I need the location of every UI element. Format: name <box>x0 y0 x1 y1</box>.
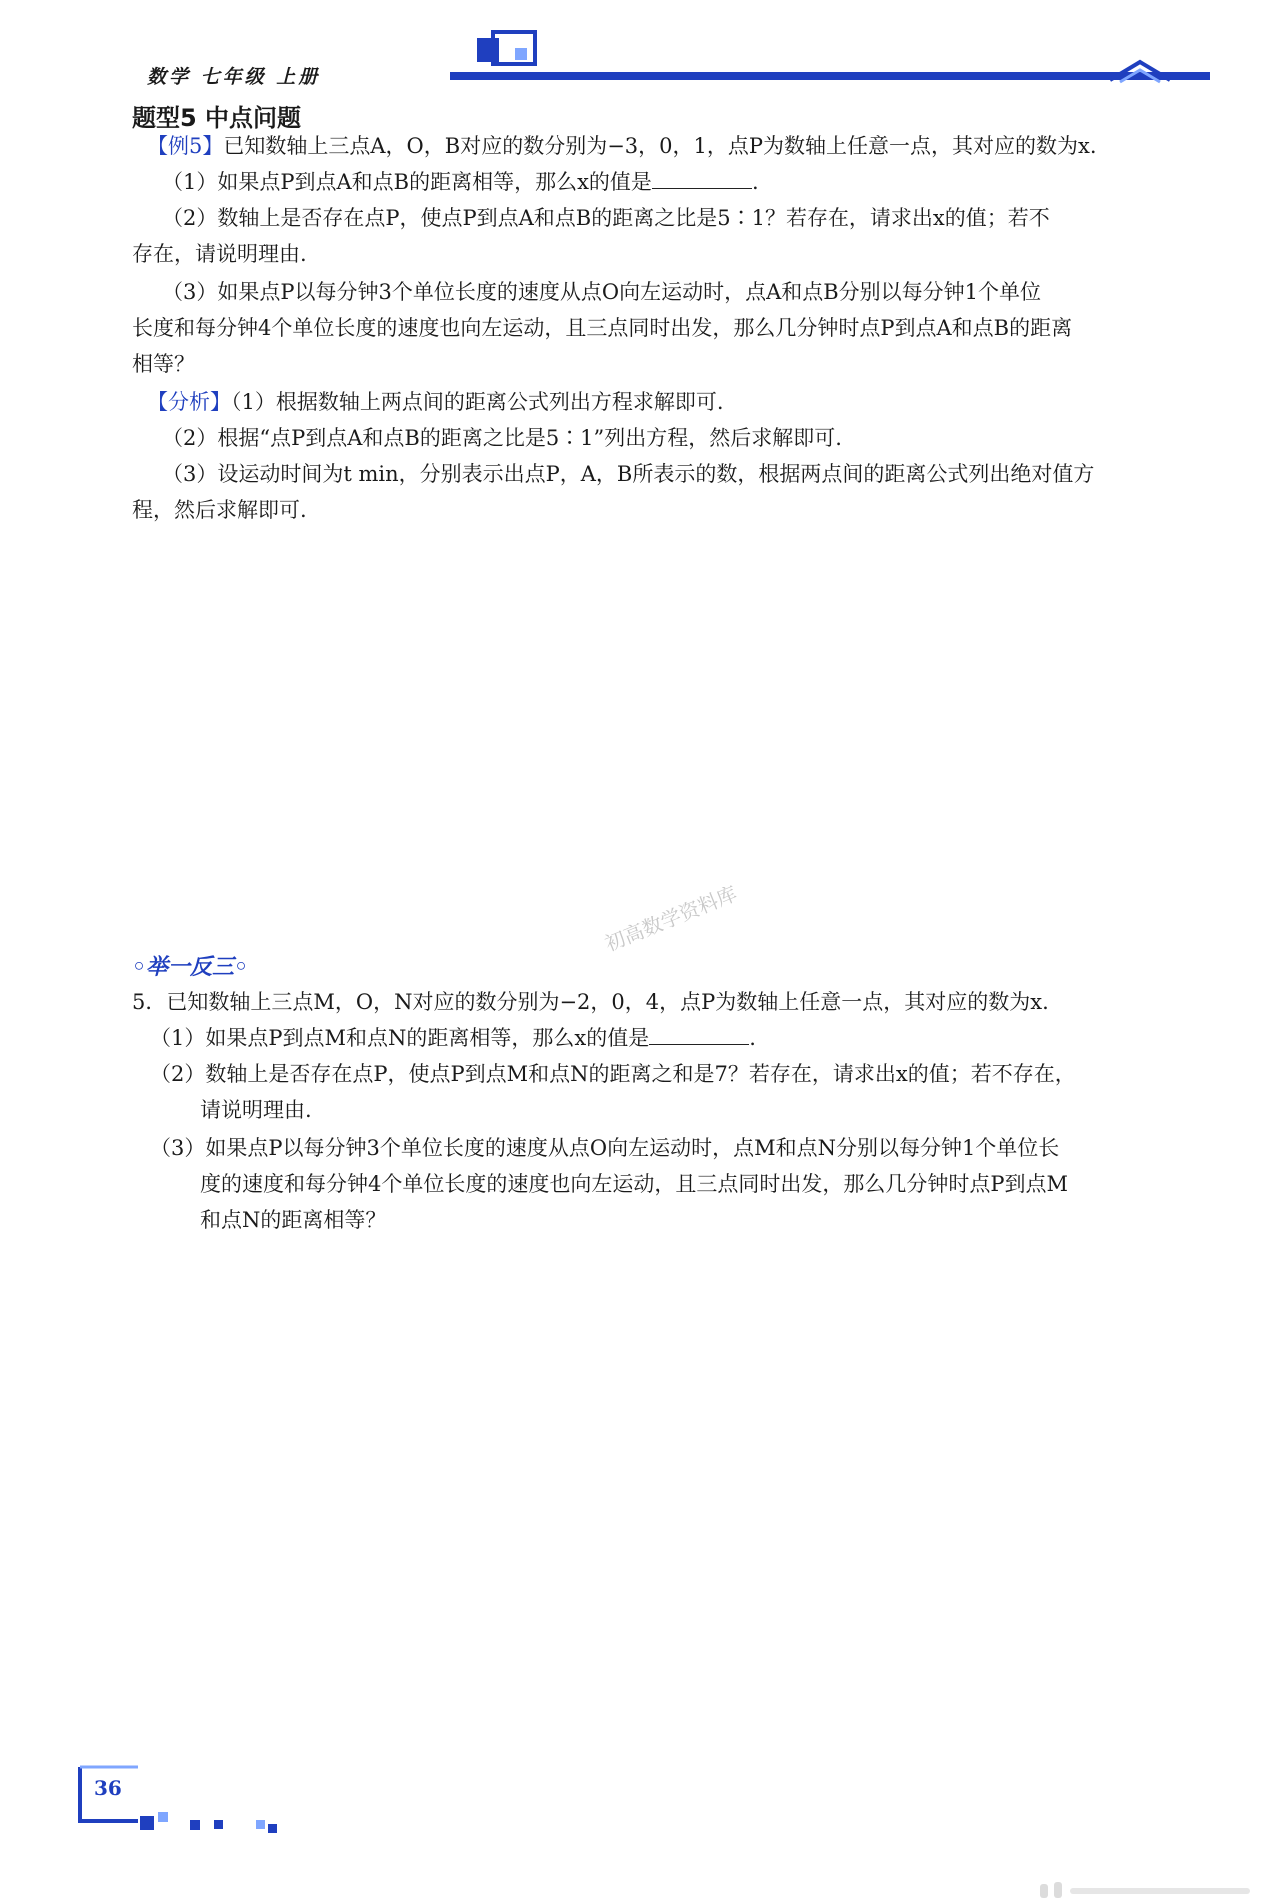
page-number: 36 <box>94 1776 122 1800</box>
analysis-tag: 【分析】 <box>147 390 231 414</box>
analysis-a3-line2: 程，然后求解即可. <box>132 498 307 522</box>
practice-q3-line2: 度的速度和每分钟4个单位长度的速度也向左运动，且三点同时出发，那么几分钟时点P到点M <box>200 1172 1068 1196</box>
practice-q1-text: （1）如果点P到点M和点N的距离相等，那么x的值是 <box>150 1026 650 1050</box>
practice-q3-line1: （3）如果点P以每分钟3个单位长度的速度从点O向左运动时，点M和点N分别以每分钟1个单位长 <box>150 1136 1060 1160</box>
example-q2-line1: （2）数轴上是否存在点P，使点P到点A和点B的距离之比是5∶1？若存在，请求出x的值；若不 <box>162 206 1050 230</box>
page-number-dots <box>138 1810 288 1840</box>
example-stem <box>147 128 1097 164</box>
answer-blank[interactable] <box>652 168 752 189</box>
example-stem-text: 已知数轴上三点A，O，B对应的数分别为−3，0，1，点P为数轴上任意一点，其对应的数为x. <box>223 134 1097 158</box>
analysis-a3-line1: （3）设运动时间为t min，分别表示出点P，A，B所表示的数，根据两点间的距离公式列出绝对值方 <box>162 462 1095 486</box>
example-q2-line2: 存在，请说明理由. <box>132 242 307 266</box>
practice-q1-end: . <box>749 1026 756 1050</box>
example-q3-line1: （3）如果点P以每分钟3个单位长度的速度从点O向左运动时，点A和点B分别以每分钟1个单位 <box>162 280 1042 304</box>
practice-q3-line3: 和点N的距离相等？ <box>200 1208 387 1232</box>
example-q3-line2: 长度和每分钟4个单位长度的速度也向左运动，且三点同时出发，那么几分钟时点P到点A和点B的距离 <box>132 316 1073 340</box>
section-title: 题型5 中点问题 <box>132 104 302 132</box>
example-q1-end: . <box>751 170 759 194</box>
answer-blank[interactable] <box>649 1024 749 1045</box>
practice-q2-line1: （2）数轴上是否存在点P，使点P到点M和点N的距离之和是7？若存在，请求出x的值；若不存在， <box>150 1062 1076 1086</box>
corner-handle-icon <box>1040 1880 1260 1900</box>
practice-stem: 5．已知数轴上三点M，O，N对应的数分别为−2，0，4，点P为数轴上任意一点，其对应的数为x. <box>132 990 1049 1014</box>
practice-heading: ◦举一反三◦ <box>132 955 249 980</box>
analysis-a2: （2）根据“点P到点A和点B的距离之比是5∶1”列出方程，然后求解即可. <box>162 426 842 450</box>
header-decoration <box>475 20 545 72</box>
header-bar <box>450 72 1210 80</box>
analysis-a1 <box>147 384 724 420</box>
example-q3-line3: 相等？ <box>132 352 195 376</box>
example-q1 <box>162 164 759 200</box>
analysis-a1-text: （1）根据数轴上两点间的距离公式列出方程求解即可. <box>231 390 724 414</box>
header-label: 数学 七年级 上册 <box>147 66 321 88</box>
header-peak-decoration <box>1110 56 1210 86</box>
watermark: 初高数学资料库 <box>601 881 741 956</box>
practice-q2-line2: 请说明理由. <box>200 1098 312 1122</box>
practice-q1 <box>150 1020 756 1056</box>
example-q1-text: （1）如果点P到点A和点B的距离相等，那么x的值是 <box>162 170 652 194</box>
example-tag: 【例5】 <box>147 134 224 158</box>
